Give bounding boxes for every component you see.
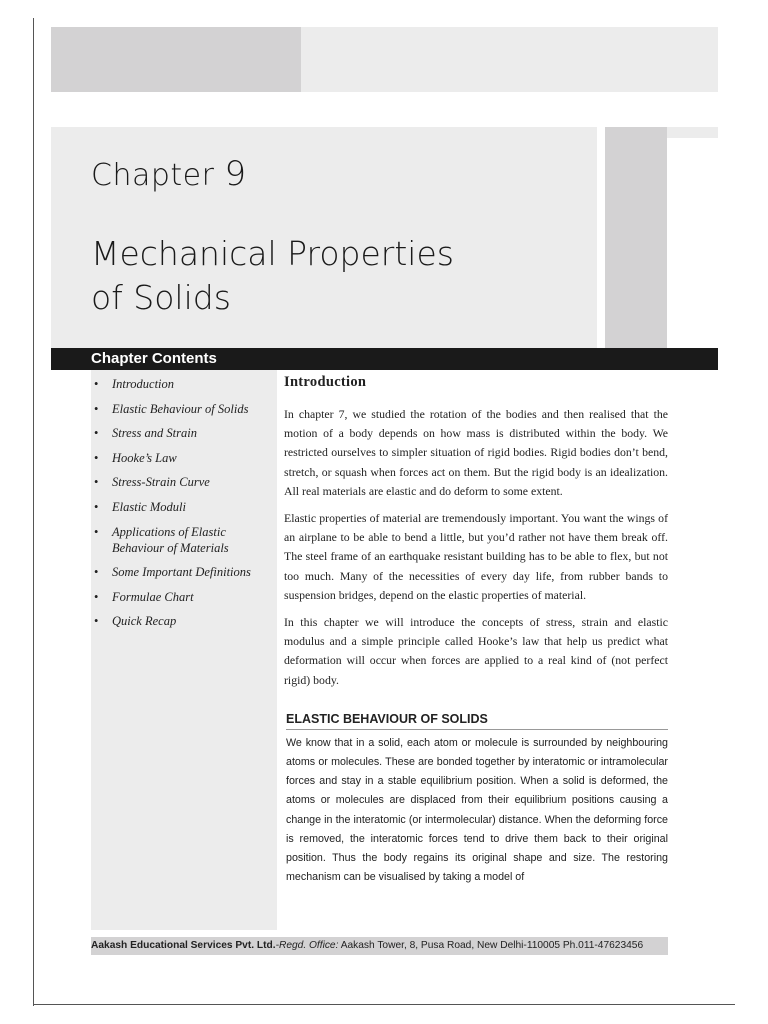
chapter-contents-heading: Chapter Contents [91,350,217,367]
chapter-word: Chapter [91,158,215,193]
intro-paragraph-3: In this chapter we will introduce the concepts of stress, strain and elastic modulus and a simple principle called Hooke’s law that help us predict what deformation will occur when forces are applied to a real kind of (not perfect rigid) body. [284,615,668,687]
contents-item-hookes-law[interactable]: • Hooke’s Law [91,450,277,466]
chapter-title [91,232,571,320]
chapter-title-line1: Mechanical Properties [91,234,454,273]
chapter-strip-accent [605,127,667,348]
contents-item-stress-strain-curve[interactable]: • Stress-Strain Curve [91,474,277,490]
chapter-label [91,154,247,194]
introduction-heading: Introduction [284,374,367,390]
intro-paragraph-2: Elastic properties of material are tremendously important. You want the wings of an airplane to be able to bend a little, but you’d rather not have them break off. The steel frame of an earthquake resistant building has to be able to flex, but not too much. Many of the necessities of every day life, from rubber bands to suspension bridges, depend on the elastic properties of material. [284,511,668,602]
page-bottom-line [33,1004,735,1005]
elastic-behaviour-paragraph: We know that in a solid, each atom or molecule is surrounded by neighbouring atoms or molecules. These are bonded together by interatomic or intramolecular forces and stay in a stable equilibrium position. When a solid is deformed, the atoms or molecules are displaced from their equilibrium positions causing a change in the interatomic (or intermolecular) distance. When the deforming force is removed, the interatomic forces tend to drive them back to their original position. Thus the body regains its original shape and size. The restoring mechanism can be visualised by taking a model of [286,736,668,884]
footer-address: Aakash Tower, 8, Pusa Road, New Delhi-110005 Ph.011-47623456 [338,940,644,951]
chapter-right-gap [667,138,718,348]
header-band-accent [51,27,301,92]
contents-item-stress-strain[interactable]: • Stress and Strain [91,425,277,441]
contents-item-definitions[interactable]: • Some Important Definitions [91,564,277,580]
contents-item-formulae-chart[interactable]: • Formulae Chart [91,589,277,605]
chapter-title-line2: of Solids [91,278,231,317]
chapter-strip-gap [597,127,605,348]
page-margin-line [33,18,34,1006]
contents-item-elastic-moduli[interactable]: • Elastic Moduli [91,499,277,515]
footer-company: Aakash Educational Services Pvt. Ltd. [91,940,276,951]
contents-item-introduction[interactable]: • Introduction [91,376,277,392]
page-footer [91,937,668,955]
chapter-contents-bar [51,348,718,370]
footer-regd-label: -Regd. Office: [275,940,339,951]
main-content [284,372,668,887]
contents-item-elastic-behaviour[interactable]: • Elastic Behaviour of Solids [91,401,277,417]
contents-item-quick-recap[interactable]: • Quick Recap [91,613,277,629]
contents-item-applications[interactable]: • Applications of Elastic Behaviour of Materials [91,524,277,556]
contents-list [91,370,277,629]
elastic-behaviour-heading: ELASTIC BEHAVIOUR OF SOLIDS [286,712,668,730]
intro-paragraph-1: In chapter 7, we studied the rotation of the bodies and then realised that the motion of a body depends on how mass is distributed within the body. We restricted ourselves to simpler situation of rigid bodies. Rigid bodies don’t bend, stretch, or squash when forces act on them. But the rigid body is an idealization. All real materials are elastic and do deform to some extent. [284,407,668,498]
chapter-contents-sidebar [91,370,277,930]
chapter-number: 9 [224,154,247,194]
